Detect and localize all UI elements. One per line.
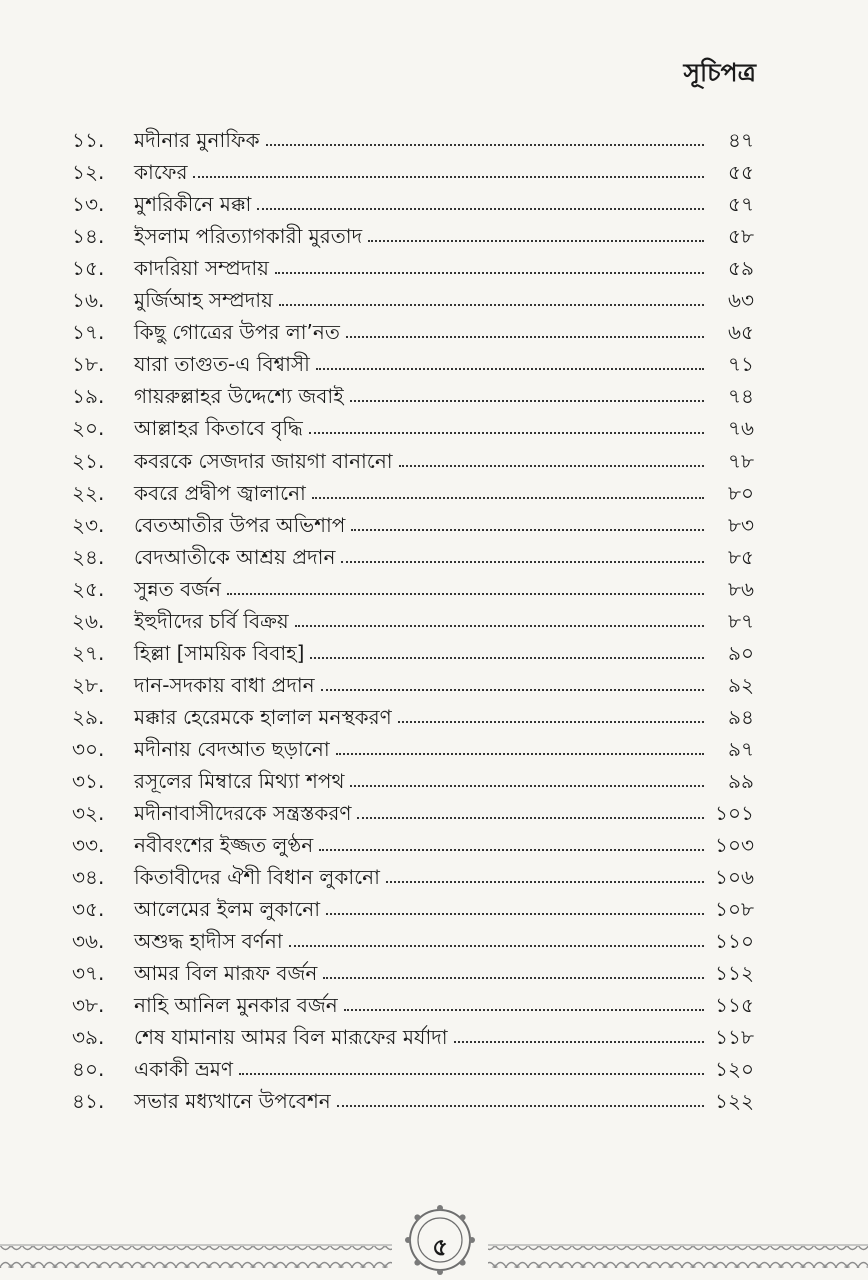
toc-entry-number: ৩২. bbox=[72, 801, 105, 826]
toc-entry bbox=[72, 953, 754, 985]
toc-entry-page: ৭৮ bbox=[728, 448, 754, 473]
toc-entry-title: রসূলের মিম্বারে মিথ্যা শপথ bbox=[134, 768, 345, 793]
toc-entry-page: ৯৭ bbox=[728, 736, 754, 761]
toc-entry-number: ১৭. bbox=[72, 320, 105, 345]
dot-leader bbox=[357, 816, 704, 819]
toc-entry-number: ২৩. bbox=[72, 512, 105, 537]
toc-entry-number: ৩৮. bbox=[72, 993, 105, 1018]
toc-entry bbox=[72, 184, 754, 216]
toc-entry-number: ২১. bbox=[72, 448, 105, 473]
toc-entry-number: ২৪. bbox=[72, 544, 105, 569]
toc-entry-page: ৫৮ bbox=[728, 224, 754, 249]
dot-leader bbox=[399, 464, 704, 467]
toc-entry-number: ১৩. bbox=[72, 192, 105, 217]
toc-entry-title: মুশরিকীনে মক্কা bbox=[134, 192, 252, 217]
toc-entry-page: ৮৭ bbox=[728, 608, 754, 633]
toc-entry bbox=[72, 985, 754, 1017]
dot-leader bbox=[398, 720, 704, 723]
dot-leader bbox=[319, 848, 704, 851]
toc-entry bbox=[72, 473, 754, 505]
toc-entry bbox=[72, 537, 754, 569]
toc-entry-page: ১০৬ bbox=[715, 865, 754, 890]
toc-entry bbox=[72, 344, 754, 376]
dot-leader bbox=[310, 656, 704, 659]
toc-entry-title: মদীনাবাসীদেরকে সন্ত্রস্তকরণ bbox=[134, 801, 352, 826]
toc-entry-page: ৬৩ bbox=[727, 288, 754, 313]
toc-entry-page: ৬৫ bbox=[728, 320, 754, 345]
dot-leader bbox=[257, 207, 704, 210]
toc-entry bbox=[72, 1017, 754, 1049]
toc-entry bbox=[72, 601, 754, 633]
toc-entry-title: গায়রুল্লাহর উদ্দেশ্যে জবাই bbox=[134, 384, 344, 409]
toc-entry-page: ৪৭ bbox=[728, 128, 754, 153]
toc-entry-page: ৯০ bbox=[728, 640, 754, 665]
toc-entry bbox=[72, 889, 754, 921]
toc-entry-page: ৭৪ bbox=[728, 384, 754, 409]
toc-entry-title: সুন্নত বর্জন bbox=[134, 576, 221, 601]
dot-leader bbox=[346, 335, 704, 338]
dot-leader bbox=[323, 976, 704, 979]
page-header-title: সূচিপত্র bbox=[683, 58, 756, 87]
toc-entry-title: আমর বিল মারূফ বর্জন bbox=[134, 961, 318, 986]
toc-entry-page: ১১৫ bbox=[715, 993, 754, 1018]
toc-entry-page: ৭৬ bbox=[727, 416, 754, 441]
toc-entry-title: মুর্জিআহ সম্প্রদায় bbox=[134, 288, 273, 313]
dot-leader bbox=[309, 431, 704, 434]
toc-entry-number: ১৫. bbox=[72, 256, 105, 281]
toc-entry-number: ৩৯. bbox=[72, 1025, 105, 1050]
toc-entry-title: মদীনায় বেদআত ছড়ানো bbox=[134, 736, 330, 761]
toc-entry-title: কবরকে সেজদার জায়গা বানানো bbox=[134, 448, 393, 473]
toc-entry-number: ১২. bbox=[72, 160, 105, 185]
toc-entry-title: কিতাবীদের ঐশী বিধান লুকানো bbox=[134, 865, 380, 890]
toc-entry-page: ৫৫ bbox=[728, 160, 754, 185]
toc-entry-number: ৩১. bbox=[72, 768, 105, 793]
toc-entry-number: ২০. bbox=[72, 416, 105, 441]
toc-entry-number: ৪০. bbox=[72, 1057, 105, 1082]
toc-entry-page: ৯৯ bbox=[728, 768, 754, 793]
toc-entry-page: ৮০ bbox=[728, 480, 754, 505]
toc-entry-number: ২২. bbox=[72, 480, 105, 505]
toc-entry-page: ৭১ bbox=[728, 352, 754, 377]
toc-entry-number: ৩৪. bbox=[72, 865, 105, 890]
toc-entry-page: ৮৩ bbox=[728, 512, 754, 537]
page-number: ৫ bbox=[432, 1233, 448, 1261]
toc-entry bbox=[72, 1049, 754, 1081]
toc-entry-title: যারা তাগুত-এ বিশ্বাসী bbox=[134, 352, 310, 377]
toc-entry-title: কিছু গোত্রের উপর লা’নত bbox=[134, 320, 340, 345]
toc-entry-title: বেতআতীর উপর অভিশাপ bbox=[134, 512, 346, 537]
toc-entry-title: কাফের bbox=[134, 160, 188, 185]
toc-entry-title: নবীবংশের ইজ্জত লুণ্ঠন bbox=[134, 833, 314, 858]
toc-entry bbox=[72, 1081, 754, 1113]
toc-entry bbox=[72, 408, 754, 440]
toc-entry bbox=[72, 825, 754, 857]
toc-entry-page: ১১০ bbox=[715, 929, 754, 954]
toc-entry bbox=[72, 697, 754, 729]
toc-entry-title: দান-সদকায় বাধা প্রদান bbox=[134, 672, 315, 697]
toc-entry-number: ১৯. bbox=[72, 384, 105, 409]
toc-entry-title: বেদআতীকে আশ্রয় প্রদান bbox=[134, 544, 336, 569]
dot-leader bbox=[266, 143, 704, 146]
toc-entry-page: ৮৫ bbox=[728, 544, 754, 569]
dot-leader bbox=[289, 944, 704, 947]
dot-leader bbox=[386, 880, 704, 883]
toc-entry-title: ইহুদীদের চর্বি বিক্রয় bbox=[134, 608, 289, 633]
toc-entry-title: আল্লাহর কিতাবে বৃদ্ধি bbox=[134, 416, 303, 441]
toc-entry-page: ৫৭ bbox=[728, 192, 754, 217]
toc-entry bbox=[72, 312, 754, 344]
toc-entry-page: ১০৮ bbox=[715, 897, 754, 922]
dot-leader bbox=[336, 752, 704, 755]
toc-entry-number: ৩৭. bbox=[72, 961, 105, 986]
toc-entry bbox=[72, 120, 754, 152]
dot-leader bbox=[344, 1008, 704, 1011]
toc-entry-title: কবরে প্রদ্বীপ জ্বালানো bbox=[134, 480, 306, 505]
toc-entry bbox=[72, 761, 754, 793]
toc-entry-title: একাকী ভ্রমণ bbox=[134, 1057, 233, 1082]
toc-entry-page: ৫৯ bbox=[728, 256, 754, 281]
toc-entry-page: ৮৬ bbox=[728, 576, 754, 601]
toc-entry-title: অশুদ্ধ হাদীস বর্ণনা bbox=[134, 929, 283, 954]
toc-entry-number: ১৪. bbox=[72, 224, 105, 249]
dot-leader bbox=[279, 303, 704, 306]
dot-leader bbox=[337, 1104, 704, 1107]
toc-entry bbox=[72, 729, 754, 761]
toc-entry bbox=[72, 152, 754, 184]
dot-leader bbox=[239, 1072, 704, 1075]
toc-entry bbox=[72, 857, 754, 889]
toc-entry bbox=[72, 248, 754, 280]
toc-entry-title: ইসলাম পরিত্যাগকারী মুরতাদ bbox=[134, 224, 363, 249]
toc-entry bbox=[72, 633, 754, 665]
toc-entry bbox=[72, 793, 754, 825]
toc-entry-number: ২৫. bbox=[72, 576, 105, 601]
toc-entry bbox=[72, 665, 754, 697]
dot-leader bbox=[454, 1040, 704, 1043]
toc-entry-number: ২৮. bbox=[72, 672, 105, 697]
toc-entry-number: ৪১. bbox=[72, 1089, 105, 1114]
toc-entry bbox=[72, 440, 754, 472]
toc-entry-number: ১৮. bbox=[72, 352, 105, 377]
dot-leader bbox=[295, 624, 704, 627]
toc-entry-page: ১১৮ bbox=[715, 1025, 754, 1050]
toc-entry-page: ৯৪ bbox=[728, 704, 754, 729]
dot-leader bbox=[341, 560, 704, 563]
toc-entry-title: কাদরিয়া সম্প্রদায় bbox=[134, 256, 269, 281]
toc-entry-page: ১০১ bbox=[715, 801, 754, 826]
toc-entry-page: ১২০ bbox=[715, 1057, 754, 1082]
toc-entry-title: শেষ যামানায় আমর বিল মারূফের মর্যাদা bbox=[134, 1025, 448, 1050]
toc-entry-number: ১৬. bbox=[72, 288, 105, 313]
toc-entry-title: সভার মধ্যখানে উপবেশন bbox=[134, 1089, 331, 1114]
table-of-contents bbox=[72, 120, 754, 1113]
toc-entry-number: ২৯. bbox=[72, 704, 105, 729]
dot-leader bbox=[193, 175, 704, 178]
toc-entry-title: মদীনার মুনাফিক bbox=[134, 128, 260, 153]
dot-leader bbox=[321, 688, 704, 691]
toc-entry-number: ২৬. bbox=[72, 608, 105, 633]
dot-leader bbox=[351, 528, 704, 531]
toc-entry-number: ৩৫. bbox=[72, 897, 105, 922]
dot-leader bbox=[350, 784, 704, 787]
toc-entry bbox=[72, 376, 754, 408]
toc-entry-number: ৩৩. bbox=[72, 833, 105, 858]
toc-entry-number: ১১. bbox=[72, 128, 105, 153]
dot-leader bbox=[227, 592, 704, 595]
toc-entry bbox=[72, 505, 754, 537]
dot-leader bbox=[350, 399, 704, 402]
toc-entry bbox=[72, 216, 754, 248]
toc-entry-page: ১১২ bbox=[715, 961, 754, 986]
toc-entry bbox=[72, 280, 754, 312]
toc-entry-page: ৯২ bbox=[728, 672, 754, 697]
toc-entry-page: ১২২ bbox=[715, 1089, 754, 1114]
toc-entry bbox=[72, 569, 754, 601]
dot-leader bbox=[368, 239, 704, 242]
toc-entry-title: হিল্লা [সাময়িক বিবাহ] bbox=[134, 640, 305, 665]
dot-leader bbox=[326, 912, 704, 915]
dot-leader bbox=[316, 367, 704, 370]
toc-entry bbox=[72, 921, 754, 953]
toc-entry-number: ২৭. bbox=[72, 640, 105, 665]
dot-leader bbox=[275, 271, 704, 274]
dot-leader bbox=[312, 496, 704, 499]
toc-entry-title: আলেমের ইলম লুকানো bbox=[134, 897, 321, 922]
toc-entry-title: মক্কার হেরেমকে হালাল মনস্থকরণ bbox=[134, 704, 392, 729]
toc-entry-page: ১০৩ bbox=[715, 833, 754, 858]
toc-entry-title: নাহি আনিল মুনকার বর্জন bbox=[134, 993, 338, 1018]
toc-entry-number: ৩০. bbox=[72, 736, 105, 761]
toc-entry-number: ৩৬. bbox=[72, 929, 105, 954]
